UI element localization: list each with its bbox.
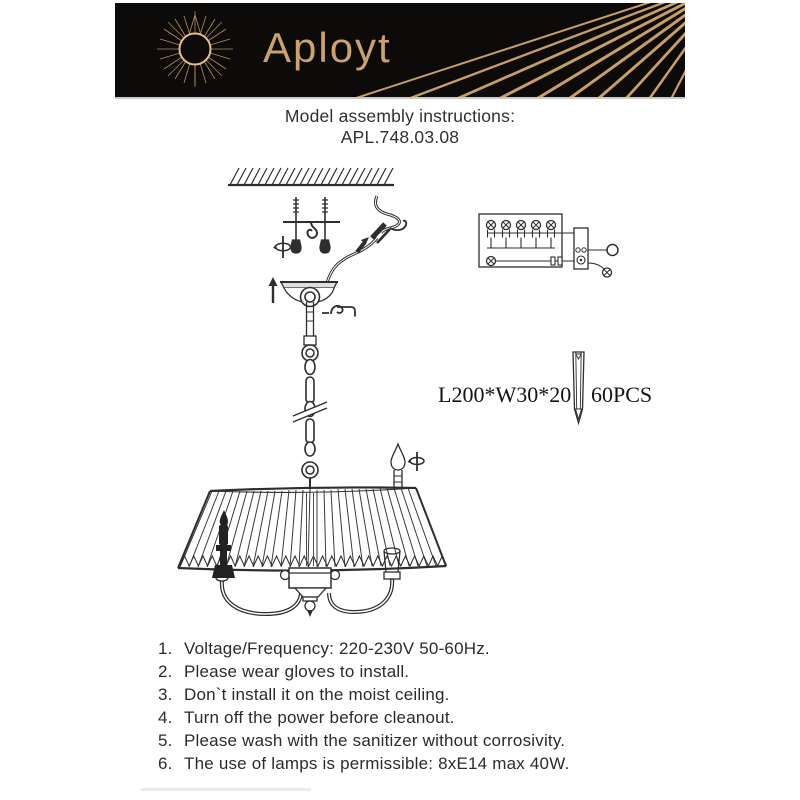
item-number: 4. — [158, 708, 173, 727]
item-text: Don`t install it on the moist ceiling. — [184, 685, 450, 704]
list-item — [158, 637, 698, 660]
clip-icon — [322, 306, 355, 317]
item-text: Turn off the power before cleanout. — [184, 708, 455, 727]
anchor-bolts — [291, 197, 330, 253]
page-edge-artifact — [141, 788, 311, 791]
instruction-list — [158, 637, 698, 775]
item-number: 6. — [158, 754, 173, 773]
list-item — [158, 706, 698, 729]
light-rays-icon — [353, 3, 685, 97]
crystal-size-label: L200*W30*20 — [438, 382, 572, 407]
screw-rotation-icon — [273, 236, 291, 258]
page-title: Model assembly instructions: — [284, 106, 516, 126]
item-text: Please wash with the sanitizer without corrosivity. — [184, 731, 566, 750]
title-block — [0, 106, 800, 148]
item-text: The use of lamps is permissible: 8xE14 max 40W. — [184, 754, 570, 773]
list-item — [158, 660, 698, 683]
model-number: APL.748.03.08 — [340, 127, 460, 147]
item-text: Voltage/Frequency: 220-230V 50-60Hz. — [184, 639, 490, 658]
header-art — [115, 3, 685, 97]
screw-rotation-icon-2 — [408, 452, 425, 471]
ceiling-hatch — [228, 168, 394, 185]
item-number: 5. — [158, 731, 173, 750]
lift-up-arrow-icon — [269, 277, 278, 303]
wiring-diagram — [479, 214, 618, 277]
crystal-qty-label: 60PCS — [591, 382, 653, 407]
chain — [293, 360, 327, 493]
item-number: 2. — [158, 662, 173, 681]
crystal-prism — [573, 352, 584, 423]
ceiling-hook — [307, 222, 317, 238]
list-item — [158, 729, 698, 752]
item-number: 3. — [158, 685, 173, 704]
canopy — [280, 282, 338, 361]
item-number: 1. — [158, 639, 173, 658]
brand-header — [115, 3, 685, 99]
list-item — [158, 752, 698, 775]
item-text: Please wear gloves to install. — [184, 662, 410, 681]
hanging-ring — [607, 245, 618, 256]
power-wire — [327, 196, 406, 283]
lampshade — [178, 487, 447, 570]
candle-bulb — [391, 444, 405, 494]
list-item — [158, 683, 698, 706]
brand-wordmark: Aployt — [263, 24, 392, 71]
starburst-logo-icon — [157, 11, 233, 87]
